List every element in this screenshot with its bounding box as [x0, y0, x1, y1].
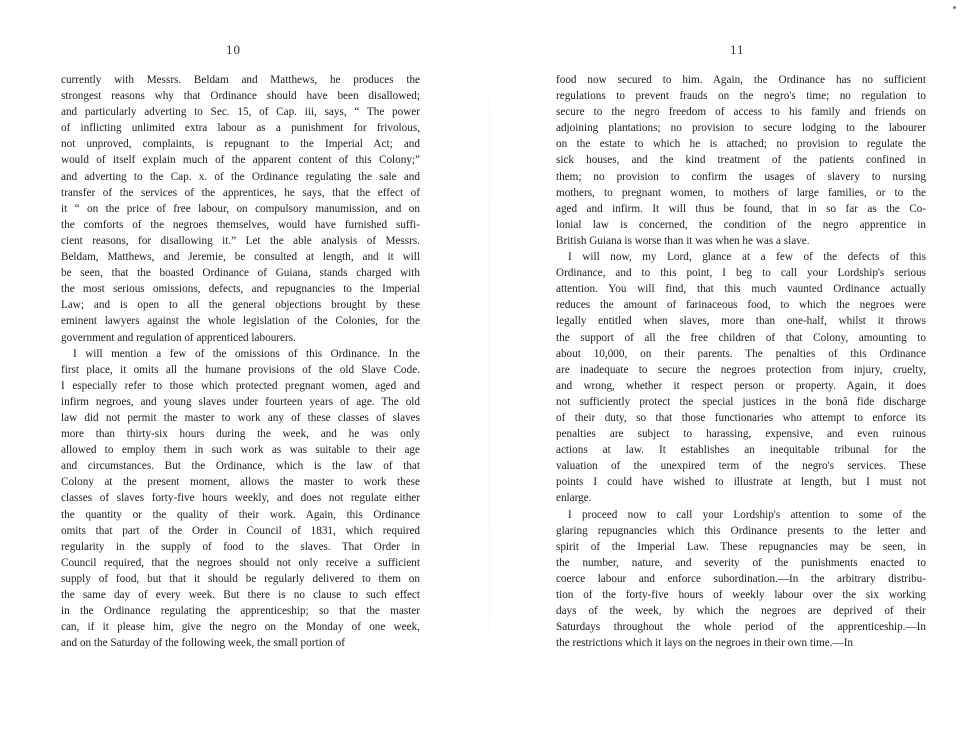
text-line: coerce labour and enforce subordination.—In the arbitrary distribu- [556, 572, 926, 585]
text-line: enlarge. [556, 492, 592, 505]
text-line: food now secured to him. Again, the Ordinance has no sufficient [556, 74, 926, 86]
text-line: be seen, that the boasted Ordinance of Guiana, stands charged with [61, 267, 420, 280]
text-line: spirit of the Imperial Law. These repugnancies may be seen, in [556, 540, 926, 553]
text-line: and adverting to the Cap. x. of the Ordinance regulating the sale and [61, 170, 420, 183]
text-line: secure to the negro freedom of access to his family and friends on [556, 106, 926, 119]
text-line: the comforts of the negroes themselves, would have furnished suffi- [61, 218, 420, 231]
text-line: Ordinance, and to this point, I beg to call your Lordship's serious [556, 267, 926, 280]
text-line: Colony at the present moment, allows the master to work these [61, 476, 420, 489]
text-line: not sufficiently protect the special justices in the bonâ fide discharge [556, 395, 926, 408]
paper-speck [953, 6, 956, 9]
text-line: allowed to employ them in such work as was suitable to their age [61, 444, 420, 457]
left-text-column [61, 72, 420, 651]
text-line: the support of all the free children of that Colony, amounting to [556, 331, 926, 344]
text-line: I proceed now to call your Lordship's attention to some of the [568, 508, 926, 521]
text-line: I will mention a few of the omissions of this Ordinance. In the [73, 347, 420, 360]
text-line: would of itself explain much of the apparent content of this Colony;” [61, 154, 420, 167]
text-line: the same day of every week. But there is no clause to such effect [61, 589, 420, 601]
text-line: not unproved, complaints, is repugnant to the Imperial Act; and [61, 138, 420, 151]
text-line: British Guiana is worse than it was when he was a slave. [556, 234, 810, 247]
text-line: more than thirty-six hours during the week, and he was only [61, 428, 420, 441]
text-line: first place, it omits all the humane provisions of the old Slave Code. [61, 363, 420, 376]
text-line: classes of slaves forty-five hours weekly, and does not regulate either [61, 492, 420, 505]
text-line: eminent lawyers against the whole legislation of the Colonies, for the [61, 315, 420, 328]
text-line: omits that part of the Order in Council of 1831, which required [61, 524, 420, 537]
text-line: regularity in the supply of food to the slaves. That Order in [61, 540, 420, 553]
text-line: valuation of the unexpired term of the negro's services. These [556, 460, 926, 473]
text-line: infirm negroes, and young slaves under fourteen years of age. The old [61, 395, 420, 408]
page-number-right: 11 [730, 42, 745, 57]
text-line: mothers, to pregnant women, to mothers of large families, or to the [556, 186, 926, 199]
text-line: reduces the amount of farinaceous food, to which the negroes were [556, 299, 926, 312]
text-line: in the Ordinance regulating the apprenticeship; so that the master [61, 605, 420, 618]
text-line: transfer of the services of the apprentices, he says, that the effect of [61, 186, 420, 199]
text-line: I especially refer to those which protected pregnant women, aged and [61, 379, 420, 392]
text-line: Beldam, Matthews, and Jeremie, be consulted at length, and it will [61, 251, 420, 264]
text-line: Saturdays throughout the whole period of the apprenticeship.—In [556, 621, 926, 634]
text-line: lonial law is concerned, the condition of the negro apprentice in [556, 218, 926, 231]
text-line: and wrong, whether it respect person or property. Again, it does [556, 379, 926, 392]
text-line: the most serious omissions, defects, and repugnancies to the Imperial [61, 283, 420, 296]
text-line: can, if it please him, give the negro on the Monday of one week, [61, 621, 420, 634]
text-line: of their duty, so that those functionaries who attempt to enforce its [556, 411, 926, 424]
text-line: the number, nature, and severity of the punishments enacted to [556, 556, 926, 569]
text-line: about 10,000, on their parents. The penalties of this Ordinance [556, 347, 926, 360]
text-line: Law; and is open to all the general objections brought by these [61, 299, 420, 312]
text-line: penalties are subject to harassing, expensive, and even ruinous [556, 428, 926, 441]
text-line: the restrictions which it lays on the negroes in their own time.—In [556, 637, 854, 650]
text-line: legally entitled when slaves, more than one-half, whilst it throws [556, 315, 926, 328]
text-line: law did not permit the master to work any of these classes of slaves [61, 411, 420, 424]
text-line: strongest reasons why that Ordinance should have been disallowed; [61, 90, 420, 103]
text-line: aged and infirm. It will thus be found, that in so far as the Co- [556, 202, 926, 215]
text-line: it “ on the price of free labour, on compulsory manumission, and on [61, 202, 420, 215]
text-line: on the estate to which he is attached; no provision to regulate the [556, 138, 926, 151]
right-page [490, 0, 980, 729]
text-line: of inflicting unlimited extra labour as a punishment for frivolous, [61, 122, 420, 135]
text-line: supply of food, but that it should be regularly delivered to them on [61, 572, 420, 585]
text-line: regulations to prevent frauds on the negro's time; no regulation to [556, 90, 926, 103]
text-line: are inadequate to secure the negroes protection from injury, cruelty, [556, 363, 926, 376]
text-line: and on the Saturday of the following week, the small portion of [61, 637, 345, 650]
text-line: cient reasons, for disallowing it.” Let the able analysis of Messrs. [61, 234, 420, 247]
text-line: glaring repugnancies which this Ordinance presents to the letter and [556, 524, 926, 537]
text-line: government and regulation of apprenticed labourers. [61, 331, 296, 344]
text-line: I will now, my Lord, glance at a few of the defects of this [568, 251, 926, 264]
text-line: days of the week, by which the negroes are deprived of their [556, 605, 926, 618]
right-text-column [556, 72, 926, 651]
text-line: actions at law. It establishes an inequitable tribunal for the [556, 444, 926, 457]
text-line: points I could have wished to illustrate at length, but I must not [556, 476, 926, 489]
text-line: and particularly adverting to Sec. 15, of Cap. iii, says, “ The power [61, 106, 420, 119]
text-line: sick houses, and the kind treatment of the patients confined in [556, 154, 926, 167]
text-line: Council required, that the negroes should not only receive a sufficient [61, 556, 420, 569]
text-line: attention. You will find, that this much vaunted Ordinance actually [556, 283, 926, 296]
text-line: them; no provision to confirm the usages of slavery to nursing [556, 170, 926, 183]
text-line: and circumstances. But the Ordinance, which is the law of that [61, 460, 420, 473]
text-line: tion of the forty-five hours of weekly labour over the six working [556, 589, 926, 601]
page-number-left: 10 [226, 42, 241, 57]
text-line: currently with Messrs. Beldam and Matthews, he produces the [61, 74, 420, 86]
text-line: adjoining plantations; no provision to secure lodging to the labourer [556, 122, 926, 135]
text-line: the quantity or the quality of their work. Again, this Ordinance [61, 508, 420, 521]
